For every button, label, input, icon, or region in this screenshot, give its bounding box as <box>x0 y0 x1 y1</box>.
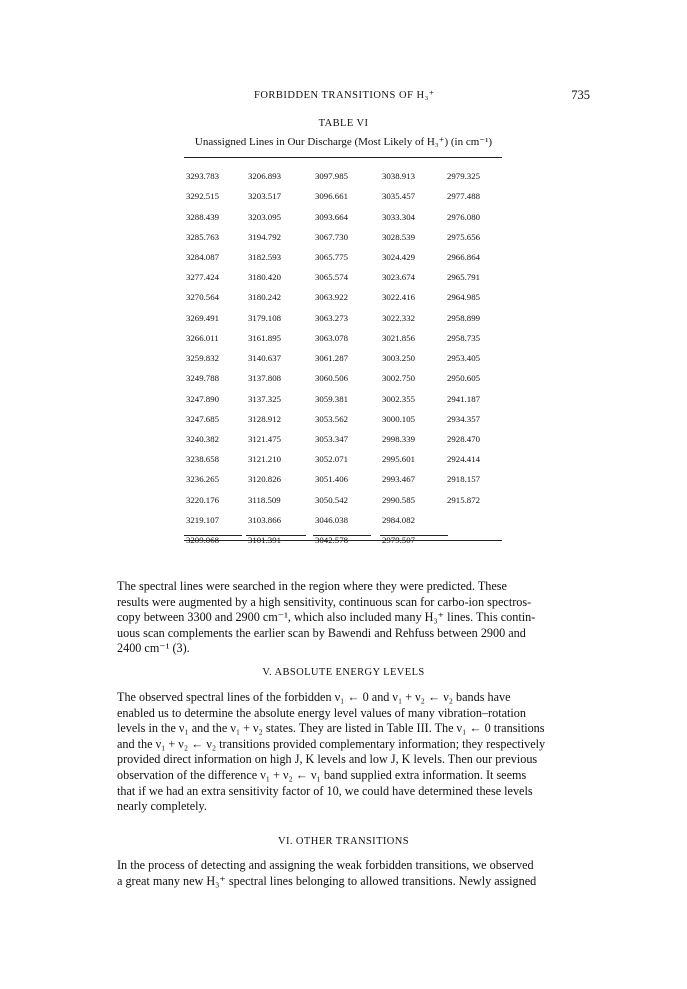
unassigned-lines-table <box>184 166 502 550</box>
text-line: The spectral lines were searched in the region where they were predicted. These <box>117 579 507 593</box>
table-caption: Unassigned Lines in Our Discharge (Most Likely of H₃⁺) (in cm⁻¹) <box>194 136 493 148</box>
table-cell: 3203.095 <box>248 211 281 222</box>
table-row <box>184 368 502 388</box>
table-cell: 2975.656 <box>447 231 480 242</box>
table-cell: 2953.405 <box>447 353 480 364</box>
table-row <box>184 227 502 247</box>
table-cell: 3003.250 <box>382 353 415 364</box>
table-row <box>184 247 502 267</box>
table-cell: 3035.457 <box>382 191 415 202</box>
table-bottom-rule <box>184 540 502 541</box>
table-cell: 3219.107 <box>186 514 219 525</box>
table-cell: 3180.242 <box>248 292 281 303</box>
paragraph-absolute-energy-levels <box>117 690 586 815</box>
table-cell: 3266.011 <box>186 332 219 343</box>
text-line: results were augmented by a high sensitivity, continuous scan for carbo-ion spectros- <box>117 594 532 609</box>
text-line: and the ν₁ + ν₂ ← ν₂ transitions provided complementary information; they respectively <box>117 736 546 751</box>
table-cell: 3247.890 <box>186 393 219 404</box>
table-cell: 3247.685 <box>186 413 219 424</box>
table-cell: 3065.775 <box>315 251 348 262</box>
table-cell: 3292.515 <box>186 191 219 202</box>
table-cell: 3103.866 <box>248 514 281 525</box>
table-cell: 2979.325 <box>447 171 480 182</box>
table-cell: 3206.893 <box>248 171 281 182</box>
table-cell: 3061.287 <box>315 353 348 364</box>
cell-underline <box>313 535 371 536</box>
table-cell: 3180.420 <box>248 272 281 283</box>
table-cell: 2990.585 <box>382 494 415 505</box>
table-cell: 2941.187 <box>447 393 480 404</box>
table-cell: 3269.491 <box>186 312 219 323</box>
table-row <box>184 328 502 348</box>
table-top-rule <box>184 157 502 158</box>
table-row <box>184 388 502 408</box>
table-row <box>184 409 502 429</box>
table-row <box>184 490 502 510</box>
table-cell: 3052.071 <box>315 454 348 465</box>
table-cell: 2984.082 <box>382 514 415 525</box>
table-cell: 2950.605 <box>447 373 480 384</box>
text-line: a great many new H₃⁺ spectral lines belonging to allowed transitions. Newly assigned <box>117 873 537 888</box>
table-cell: 3277.424 <box>186 272 219 283</box>
table-cell: 2995.601 <box>382 454 415 465</box>
table-row <box>184 348 502 368</box>
table-cell: 3121.210 <box>248 454 281 465</box>
table-cell: 3118.509 <box>248 494 281 505</box>
table-cell: 3033.304 <box>382 211 415 222</box>
table-cell: 2958.899 <box>447 312 480 323</box>
table-cell: 3042.578 <box>315 535 348 546</box>
cell-underline <box>246 535 306 536</box>
table-cell: 2918.157 <box>447 474 480 485</box>
table-row <box>184 469 502 489</box>
table-cell: 3179.108 <box>248 312 281 323</box>
table-row <box>184 510 502 530</box>
table-cell: 2934.357 <box>447 413 480 424</box>
table-row <box>184 206 502 226</box>
table-cell: 3063.922 <box>315 292 348 303</box>
table-cell: 3053.347 <box>315 433 348 444</box>
table-cell: 3120.826 <box>248 474 281 485</box>
text-line: levels in the ν₁ and the ν₁ + ν₂ states. They are listed in Table III. The ν₁ ← 0 transitions <box>117 721 545 736</box>
table-cell: 3249.788 <box>186 373 219 384</box>
table-cell: 3285.763 <box>186 231 219 242</box>
table-cell: 2965.791 <box>447 272 480 283</box>
table-row <box>184 429 502 449</box>
text-line: The observed spectral lines of the forbidden ν₁ ← 0 and ν₁ + ν₂ ← ν₂ bands have <box>117 690 511 704</box>
table-cell: 2928.470 <box>447 433 480 444</box>
table-cell: 3097.985 <box>315 171 348 182</box>
table-cell: 3022.416 <box>382 292 415 303</box>
table-cell: 2993.467 <box>382 474 415 485</box>
table-cell: 3259.832 <box>186 353 219 364</box>
table-cell: 3137.325 <box>248 393 281 404</box>
table-cell: 3140.637 <box>248 353 281 364</box>
section-title-absolute-energy-levels: V. ABSOLUTE ENERGY LEVELS <box>262 667 425 678</box>
table-cell: 3002.355 <box>382 393 415 404</box>
table-cell: 3038.913 <box>382 171 415 182</box>
table-cell: 3293.783 <box>186 171 219 182</box>
section-title-other-transitions: VI. OTHER TRANSITIONS <box>278 836 409 847</box>
table-cell: 3063.078 <box>315 332 348 343</box>
table-cell: 2998.339 <box>382 433 415 444</box>
table-cell: 3220.176 <box>186 494 219 505</box>
table-cell: 3128.912 <box>248 413 281 424</box>
table-cell: 3021.856 <box>382 332 415 343</box>
table-cell: 2966.864 <box>447 251 480 262</box>
table-cell: 2979.507 <box>382 535 415 546</box>
paragraph-other-transitions <box>117 858 586 889</box>
table-cell: 3284.087 <box>186 251 219 262</box>
table-cell: 3203.517 <box>248 191 281 202</box>
table-cell: 2958.735 <box>447 332 480 343</box>
table-row <box>184 186 502 206</box>
table-cell: 3182.593 <box>248 251 281 262</box>
table-cell: 3194.792 <box>248 231 281 242</box>
text-line: provided direct information on high J, K levels and low J, K levels. Then our previous <box>117 752 538 767</box>
table-cell: 3050.542 <box>315 494 348 505</box>
text-line: that if we had an extra sensitivity factor of 10, we could have determined these levels <box>117 783 533 798</box>
table-cell: 3024.429 <box>382 251 415 262</box>
table-cell: 3209.068 <box>186 535 219 546</box>
table-cell: 3000.105 <box>382 413 415 424</box>
text-line: 2400 cm⁻¹ (3). <box>117 641 190 656</box>
table-cell: 3270.564 <box>186 292 219 303</box>
table-cell: 3063.273 <box>315 312 348 323</box>
table-cell: 3096.661 <box>315 191 348 202</box>
cell-underline <box>380 535 448 536</box>
table-cell: 3060.506 <box>315 373 348 384</box>
table-cell: 3059.381 <box>315 393 348 404</box>
table-cell: 3238.658 <box>186 454 219 465</box>
text-line: copy between 3300 and 2900 cm⁻¹, which also included many H₃⁺ lines. This contin- <box>117 610 536 625</box>
table-cell <box>447 510 502 530</box>
text-line: In the process of detecting and assigning the weak forbidden transitions, we observed <box>117 858 534 872</box>
page-number: 735 <box>571 88 590 102</box>
running-title: FORBIDDEN TRANSITIONS OF H₃⁺ <box>254 90 435 101</box>
table-cell: 3051.406 <box>315 474 348 485</box>
table-cell: 3161.895 <box>248 332 281 343</box>
table-row <box>184 449 502 469</box>
table-cell: 3028.539 <box>382 231 415 242</box>
table-cell: 3137.808 <box>248 373 281 384</box>
table-cell: 3236.265 <box>186 474 219 485</box>
text-line: observation of the difference ν₁ + ν₂ ← ν₁ band supplied extra information. It seems <box>117 767 527 782</box>
table-row <box>184 308 502 328</box>
table-row <box>184 166 502 186</box>
table-row <box>184 287 502 307</box>
table-cell: 3101.391 <box>248 535 281 546</box>
table-cell: 3240.382 <box>186 433 219 444</box>
table-cell: 3023.674 <box>382 272 415 283</box>
table-cell: 3022.332 <box>382 312 415 323</box>
table-row <box>184 267 502 287</box>
table-cell: 3002.750 <box>382 373 415 384</box>
table-cell: 3288.439 <box>186 211 219 222</box>
table-cell: 3046.038 <box>315 514 348 525</box>
table-cell: 2924.414 <box>447 454 480 465</box>
table-cell: 3067.730 <box>315 231 348 242</box>
table-cell: 2915.872 <box>447 494 480 505</box>
paragraph-scan-description <box>117 579 586 657</box>
table-cell: 2964.985 <box>447 292 480 303</box>
text-line: enabled us to determine the absolute energy level values of many vibration–rotation <box>117 705 526 720</box>
table-title: TABLE VI <box>318 118 369 129</box>
table-cell: 2977.488 <box>447 191 480 202</box>
running-header <box>0 89 687 105</box>
text-line: uous scan complements the earlier scan by Bawendi and Rehfuss between 2900 and <box>117 625 526 640</box>
table-cell: 3065.574 <box>315 272 348 283</box>
table-cell: 3121.475 <box>248 433 281 444</box>
table-cell: 2976.080 <box>447 211 480 222</box>
cell-underline <box>184 535 242 536</box>
text-line: nearly completely. <box>117 799 207 814</box>
table-cell: 3093.664 <box>315 211 348 222</box>
table-cell: 3053.562 <box>315 413 348 424</box>
